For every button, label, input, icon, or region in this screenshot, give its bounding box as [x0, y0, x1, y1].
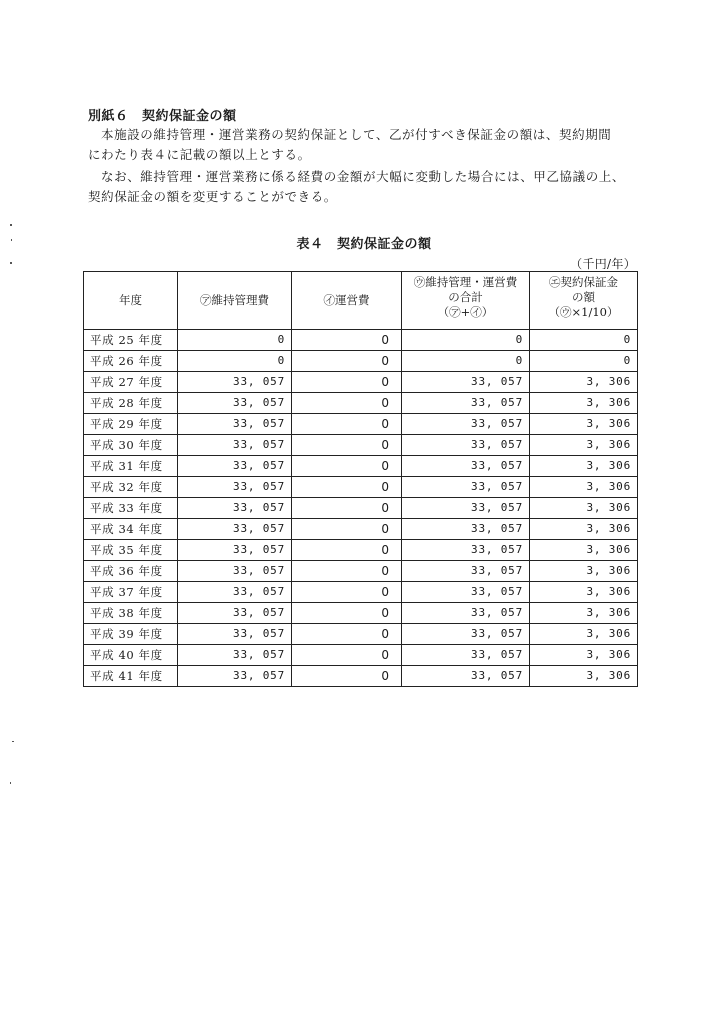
- table-row: [84, 477, 638, 498]
- table-row: [84, 456, 638, 477]
- cell-year: 平成 40 年度: [84, 645, 178, 666]
- cell-total: 33, 057: [402, 519, 530, 540]
- cell-year: 平成 33 年度: [84, 498, 178, 519]
- table-header-row: [84, 272, 638, 330]
- cell-maintenance: 33, 057: [178, 540, 292, 561]
- cell-deposit: 3, 306: [530, 435, 638, 456]
- cell-deposit: 3, 306: [530, 624, 638, 645]
- cell-total: 33, 057: [402, 666, 530, 687]
- cell-operation: 0: [292, 477, 402, 498]
- cell-year: 平成 34 年度: [84, 519, 178, 540]
- cell-year: 平成 32 年度: [84, 477, 178, 498]
- cell-total: 33, 057: [402, 477, 530, 498]
- table-row: [84, 435, 638, 456]
- cell-maintenance: 33, 057: [178, 498, 292, 519]
- table-row: [84, 519, 638, 540]
- table-row: [84, 624, 638, 645]
- cell-maintenance: 33, 057: [178, 477, 292, 498]
- cell-deposit: 3, 306: [530, 393, 638, 414]
- deposit-table: [83, 271, 638, 687]
- cell-year: 平成 41 年度: [84, 666, 178, 687]
- cell-total: 33, 057: [402, 393, 530, 414]
- cell-maintenance: 33, 057: [178, 624, 292, 645]
- cell-operation: 0: [292, 351, 402, 372]
- table-body: [84, 330, 638, 687]
- header-operation: ㋑運営費: [292, 272, 402, 330]
- scan-mark: [11, 239, 12, 241]
- cell-operation: 0: [292, 624, 402, 645]
- cell-maintenance: 33, 057: [178, 372, 292, 393]
- cell-total: 33, 057: [402, 540, 530, 561]
- table-row: [84, 666, 638, 687]
- cell-total: 33, 057: [402, 582, 530, 603]
- cell-operation: 0: [292, 393, 402, 414]
- cell-operation: 0: [292, 603, 402, 624]
- header-deposit-line-2: の額: [572, 290, 595, 304]
- cell-deposit: 3, 306: [530, 414, 638, 435]
- cell-operation: 0: [292, 666, 402, 687]
- header-deposit: [530, 272, 638, 330]
- cell-deposit: 3, 306: [530, 645, 638, 666]
- table-row: [84, 540, 638, 561]
- cell-year: 平成 39 年度: [84, 624, 178, 645]
- cell-maintenance: 33, 057: [178, 645, 292, 666]
- cell-maintenance: 33, 057: [178, 666, 292, 687]
- table-row: [84, 351, 638, 372]
- cell-deposit: 3, 306: [530, 498, 638, 519]
- paragraph-1-line-2: にわたり表４に記載の額以上とする。: [88, 147, 311, 162]
- cell-year: 平成 29 年度: [84, 414, 178, 435]
- cell-total: 33, 057: [402, 414, 530, 435]
- cell-operation: 0: [292, 435, 402, 456]
- cell-maintenance: 33, 057: [178, 435, 292, 456]
- cell-operation: 0: [292, 561, 402, 582]
- cell-deposit: 3, 306: [530, 477, 638, 498]
- cell-total: 33, 057: [402, 561, 530, 582]
- table-row: [84, 582, 638, 603]
- header-total-line-1: ㋒維持管理・運営費: [413, 275, 518, 289]
- header-deposit-line-1: ㋓契約保証金: [549, 275, 618, 289]
- cell-deposit: 3, 306: [530, 666, 638, 687]
- cell-total: 33, 057: [402, 372, 530, 393]
- cell-operation: 0: [292, 645, 402, 666]
- section-heading: 別紙６ 契約保証金の額: [88, 109, 237, 124]
- table-row: [84, 603, 638, 624]
- paragraph-1-line-1: 本施設の維持管理・運営業務の契約保証として、乙が付すべき保証金の額は、契約期間: [101, 127, 612, 142]
- cell-total: 33, 057: [402, 435, 530, 456]
- table-caption: 表４ 契約保証金の額: [296, 237, 432, 252]
- cell-total: 0: [402, 351, 530, 372]
- cell-year: 平成 28 年度: [84, 393, 178, 414]
- table-row: [84, 645, 638, 666]
- table-row: [84, 330, 638, 351]
- table-row: [84, 414, 638, 435]
- cell-operation: 0: [292, 519, 402, 540]
- table-row: [84, 372, 638, 393]
- cell-deposit: 0: [530, 330, 638, 351]
- cell-maintenance: 0: [178, 351, 292, 372]
- scan-mark: [10, 782, 11, 784]
- cell-operation: 0: [292, 414, 402, 435]
- table-row: [84, 498, 638, 519]
- cell-total: 33, 057: [402, 603, 530, 624]
- header-year: 年度: [84, 272, 178, 330]
- cell-maintenance: 33, 057: [178, 393, 292, 414]
- cell-maintenance: 33, 057: [178, 456, 292, 477]
- header-maintenance: ㋐維持管理費: [178, 272, 292, 330]
- cell-year: 平成 30 年度: [84, 435, 178, 456]
- header-deposit-line-3: （㋒×1/10）: [548, 305, 619, 319]
- scan-mark: [12, 741, 14, 742]
- cell-operation: 0: [292, 330, 402, 351]
- cell-maintenance: 33, 057: [178, 561, 292, 582]
- cell-year: 平成 37 年度: [84, 582, 178, 603]
- paragraph-2-line-1: なお、維持管理・運営業務に係る経費の金額が大幅に変動した場合には、甲乙協議の上、: [101, 169, 626, 184]
- cell-total: 33, 057: [402, 645, 530, 666]
- cell-maintenance: 33, 057: [178, 519, 292, 540]
- cell-deposit: 3, 306: [530, 603, 638, 624]
- cell-maintenance: 33, 057: [178, 603, 292, 624]
- cell-deposit: 3, 306: [530, 372, 638, 393]
- cell-deposit: 3, 306: [530, 540, 638, 561]
- paragraph-2: [88, 167, 648, 207]
- cell-maintenance: 33, 057: [178, 414, 292, 435]
- cell-year: 平成 36 年度: [84, 561, 178, 582]
- cell-deposit: 3, 306: [530, 519, 638, 540]
- header-total: [402, 272, 530, 330]
- table-row: [84, 561, 638, 582]
- scan-mark: [10, 262, 12, 264]
- cell-total: 33, 057: [402, 498, 530, 519]
- cell-operation: 0: [292, 456, 402, 477]
- paragraph-2-line-2: 契約保証金の額を変更することができる。: [88, 189, 337, 204]
- table-unit: （千円/年）: [570, 257, 636, 271]
- cell-operation: 0: [292, 540, 402, 561]
- cell-deposit: 0: [530, 351, 638, 372]
- cell-deposit: 3, 306: [530, 456, 638, 477]
- cell-operation: 0: [292, 582, 402, 603]
- paragraph-1: [88, 125, 648, 165]
- cell-year: 平成 25 年度: [84, 330, 178, 351]
- cell-total: 33, 057: [402, 456, 530, 477]
- cell-total: 0: [402, 330, 530, 351]
- cell-operation: 0: [292, 372, 402, 393]
- cell-maintenance: 33, 057: [178, 582, 292, 603]
- scan-mark: [10, 224, 12, 226]
- cell-year: 平成 26 年度: [84, 351, 178, 372]
- cell-deposit: 3, 306: [530, 561, 638, 582]
- table-row: [84, 393, 638, 414]
- cell-operation: 0: [292, 498, 402, 519]
- cell-maintenance: 0: [178, 330, 292, 351]
- header-total-line-2: の合計: [448, 290, 483, 304]
- header-total-line-3: （㋐+㋑）: [437, 305, 494, 319]
- cell-deposit: 3, 306: [530, 582, 638, 603]
- cell-year: 平成 38 年度: [84, 603, 178, 624]
- cell-total: 33, 057: [402, 624, 530, 645]
- cell-year: 平成 31 年度: [84, 456, 178, 477]
- cell-year: 平成 35 年度: [84, 540, 178, 561]
- cell-year: 平成 27 年度: [84, 372, 178, 393]
- table-header: [84, 272, 638, 330]
